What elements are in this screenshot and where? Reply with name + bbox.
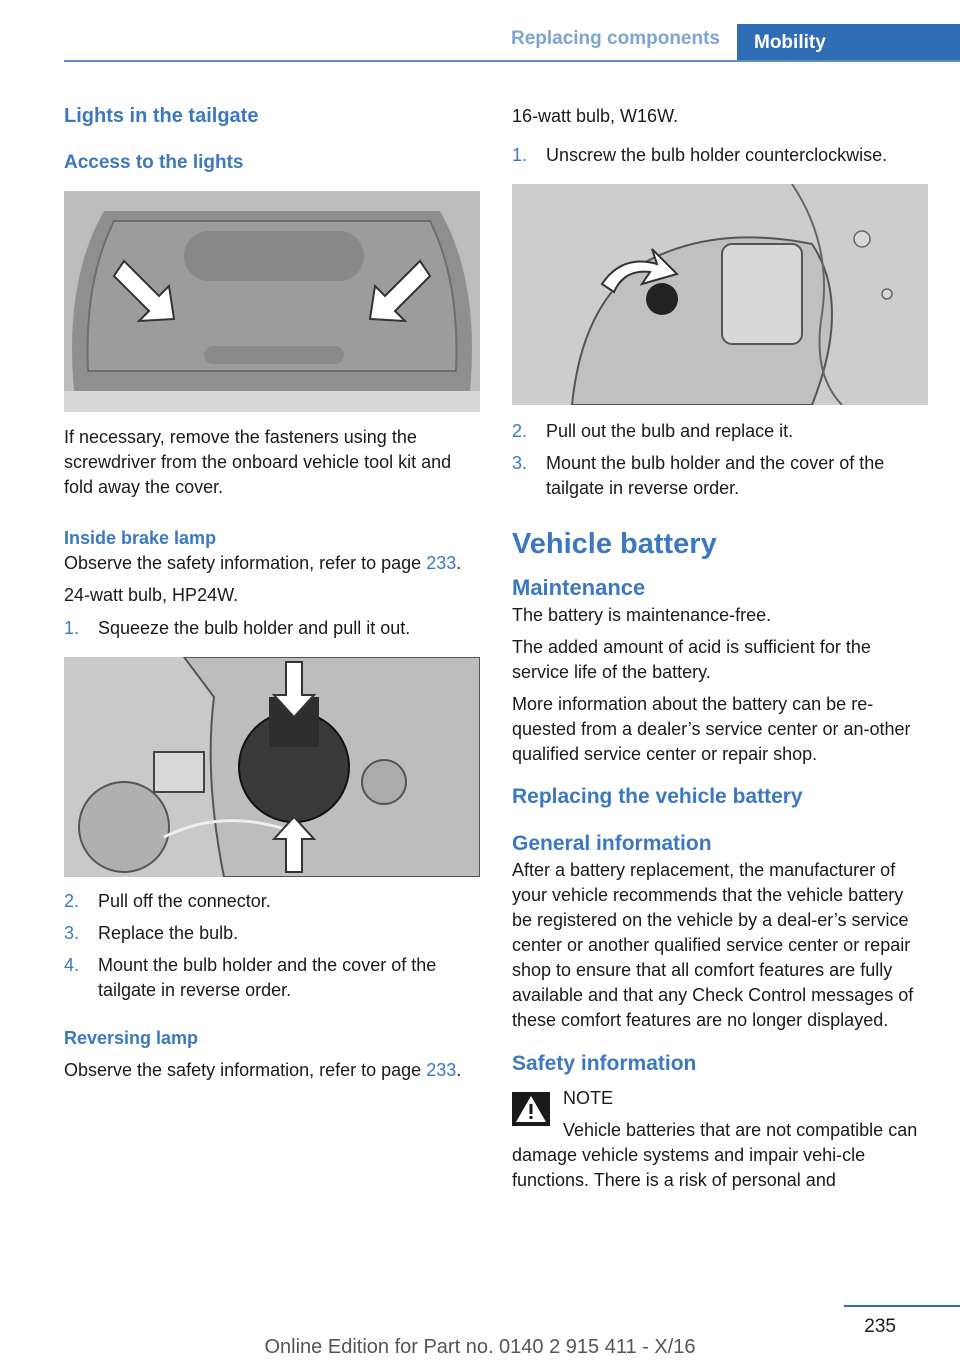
step-number: 3. — [512, 453, 528, 473]
heading-access-to-lights: Access to the lights — [64, 152, 244, 173]
left-column — [64, 100, 480, 1083]
figure-brake-lamp-holder — [64, 657, 480, 877]
step-number: 2. — [512, 421, 528, 441]
step-number: 3. — [64, 923, 80, 943]
step-number: 2. — [64, 891, 80, 911]
step-text: Mount the bulb holder and the cover of the tailgate in reverse order. — [546, 453, 885, 498]
figure-tailgate-cover — [64, 191, 480, 412]
reversing-safety-text: Observe the safety information, refer to page — [64, 1060, 427, 1080]
warning-icon — [512, 1092, 550, 1126]
reversing-safety-reference — [64, 1058, 480, 1083]
figure-reversing-lamp-holder — [512, 184, 928, 405]
inside-safety-page-link[interactable]: 233 — [426, 553, 457, 573]
step-number: 4. — [64, 955, 80, 975]
right-column — [512, 100, 928, 1193]
maintenance-text-1: The battery is maintenance-free. — [512, 605, 772, 625]
access-instructions: If necessary, remove the fasteners using the screwdriver from the onboard vehicle tool kit and fold away the cover. — [64, 427, 452, 497]
step-number: 1. — [64, 618, 80, 638]
maintenance-text-3: More information about the battery can be re‐quested from a dealer’s service center or an‐other qualified service center or repair shop. — [512, 694, 911, 764]
inside-safety-reference — [64, 551, 480, 576]
heading-replacing-battery: Replacing the vehicle battery — [512, 785, 803, 808]
note-text — [512, 1118, 928, 1193]
page-header — [0, 0, 960, 64]
footer-rule — [844, 1305, 960, 1307]
reversing-bulb-spec: 16-watt bulb, W16W. — [512, 106, 679, 126]
inside-safety-text: Observe the safety information, refer to page — [64, 553, 427, 573]
step-text: Unscrew the bulb holder counterclockwise. — [546, 145, 888, 165]
list-item — [64, 616, 480, 641]
step-text: Squeeze the bulb holder and pull it out. — [98, 618, 411, 638]
heading-general-information: General information — [512, 832, 712, 855]
reversing-safety-page-link[interactable]: 233 — [426, 1060, 457, 1080]
list-item — [512, 143, 928, 168]
header-section-title: Replacing components — [510, 28, 720, 49]
list-item — [512, 419, 928, 444]
note-label: NOTE — [563, 1088, 614, 1108]
page-number: 235 — [864, 1316, 896, 1337]
list-item — [512, 451, 928, 501]
step-text: Pull off the connector. — [98, 891, 271, 911]
list-item — [64, 921, 480, 946]
general-information-text: After a battery replacement, the manufacturer of your vehicle recommends that the vehicle battery be registered on the vehicle by a deal‐er’s service center or another qualified service center or repair shop to ensure that all comfort features are fully available and that any Check Control messages of these comfort features are no longer displayed. — [512, 860, 914, 1030]
heading-vehicle-battery: Vehicle battery — [512, 528, 717, 560]
heading-reversing-lamp: Reversing lamp — [64, 1028, 199, 1048]
note-body: Vehicle batteries that are not compatible can damage vehicle systems and impair vehi‐cle functions. There is a risk of personal and — [512, 1120, 918, 1190]
inside-safety-period: . — [456, 553, 462, 573]
heading-maintenance: Maintenance — [512, 575, 646, 600]
heading-safety-information: Safety information — [512, 1052, 697, 1075]
maintenance-text-2: The added amount of acid is sufficient for the service life of the battery. — [512, 637, 871, 682]
footer-edition: Online Edition for Part no. 0140 2 915 411 - X/16 — [264, 1336, 696, 1358]
note-block — [512, 1086, 928, 1111]
header-chapter-tab: Mobility — [737, 24, 960, 62]
step-text: Mount the bulb holder and the cover of the tailgate in reverse order. — [98, 955, 437, 1000]
inside-bulb-spec: 24-watt bulb, HP24W. — [64, 585, 239, 605]
header-rule — [64, 60, 960, 62]
step-text: Replace the bulb. — [98, 923, 239, 943]
reversing-safety-period: . — [456, 1060, 462, 1080]
heading-lights-in-tailgate: Lights in the tailgate — [64, 105, 259, 127]
step-text: Pull out the bulb and replace it. — [546, 421, 794, 441]
step-number: 1. — [512, 145, 528, 165]
list-item — [64, 889, 480, 914]
list-item — [64, 953, 480, 1003]
heading-inside-brake-lamp: Inside brake lamp — [64, 528, 217, 548]
